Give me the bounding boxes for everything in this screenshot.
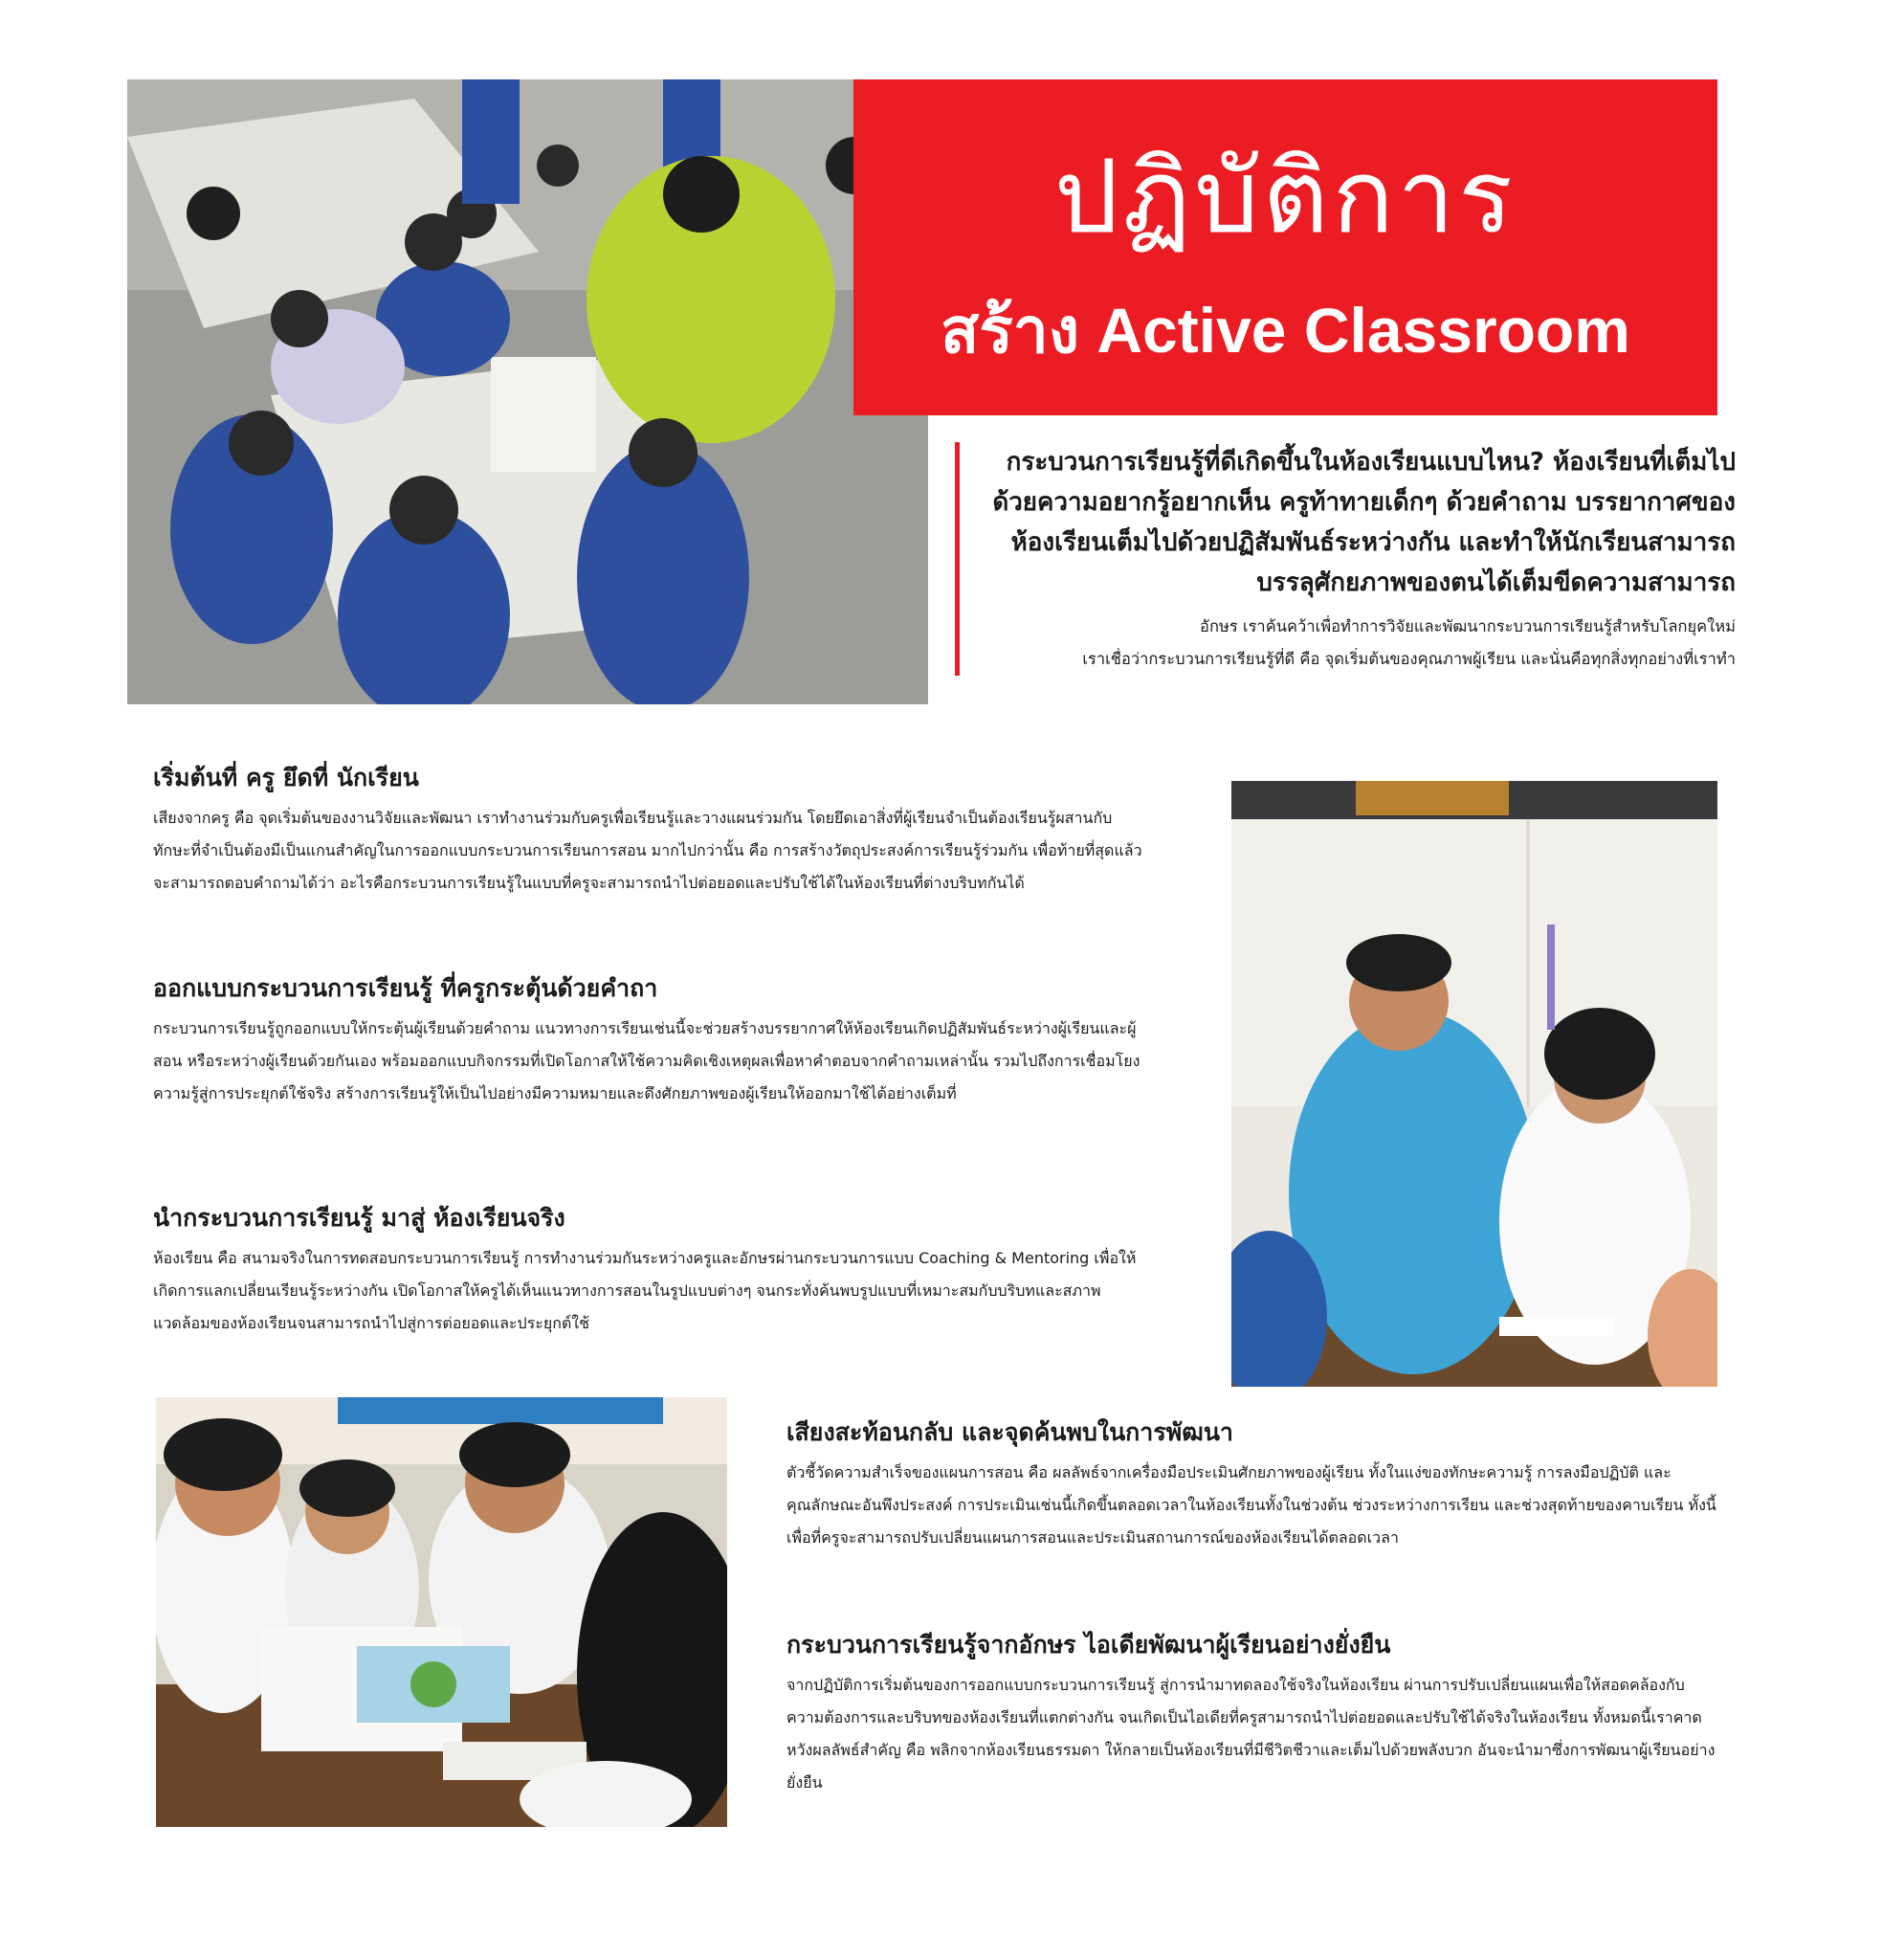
section-body: ตัวชี้วัดความสำเร็จของแผนการสอน คือ ผลลัพธ์จากเครื่องมือประเมินศักยภาพของผู้เรียน ทั้งในแง่ของทักษะความรู้ การลงมือปฏิบัติ และคุณลักษณะอันพึงประสงค์ การประเมินเช่นนี้เกิดขึ้นตลอดเวลาในห้องเรียนทั้งในช่วงต้น ช่วงระหว่างการเรียน และช่วงสุดท้ายของคาบเรียน ทั้งนี้ เพื่อที่ครูจะสามารถปรับเปลี่ยนแผนการสอนและประเมินสถานการณ์ของห้องเรียนได้ตลอดเวลา <box>786 1463 1716 1547</box>
section-body: ห้องเรียน คือ สนามจริงในการทดสอบกระบวนการเรียนรู้ การทำงานร่วมกันระหว่างครูและอักษรผ่านกระบวนการแบบ Coaching & Mentoring เพื่อให้เกิดการแลกเปลี่ยนเรียนรู้ระหว่างกัน เปิดโอกาสให้ครูได้เห็นแนวทางการสอนในรูปแบบต่างๆ จนกระทั่งค้นพบรูปแบบที่เหมาะสมกับบริบทและสภาพแวดล้อมของห้องเรียนจนสามารถนำไปสู่การต่อยอดและประยุกต์ใช้ <box>153 1249 1137 1332</box>
section-sustainable-ideas <box>786 1627 1719 1799</box>
section-body: เสียงจากครู คือ จุดเริ่มต้นของงานวิจัยและพัฒนา เราทำงานร่วมกับครูเพื่อเรียนรู้และวางแผนร่วมกัน โดยยึดเอาสิ่งที่ผู้เรียนจำเป็นต้องเรียนรู้ผสานกับทักษะที่จำเป็นต้องมีเป็นแกนสำคัญในการออกแบบกระบวนการเรียนการสอน มากไปกว่านั้น คือ การสร้างวัตถุประสงค์การเรียนรู้ร่วมกัน เพื่อท้ายที่สุดแล้วจะสามารถตอบคำถามได้ว่า อะไรคือกระบวนการเรียนรู้ในแบบที่ครูจะสามารถนำไปต่อยอดและปรับใช้ได้ในห้องเรียนที่ต่างบริบทกันได้ <box>153 809 1142 892</box>
teacher-student-photo <box>1231 781 1717 1387</box>
section-real-classroom <box>153 1200 1148 1340</box>
section-heading: เริ่มต้นที่ ครู ยึดที่ นักเรียน <box>153 764 419 791</box>
section-body: กระบวนการเรียนรู้ถูกออกแบบให้กระตุ้นผู้เรียนด้วยคำถาม แนวทางการเรียนเช่นนี้จะช่วยสร้างบรรยากาศให้ห้องเรียนเกิดปฏิสัมพันธ์ระหว่างผู้เรียนและผู้สอน หรือระหว่างผู้เรียนด้วยกันเอง พร้อมออกแบบกิจกรรมที่เปิดโอกาสให้ใช้ความคิดเชิงเหตุผลเพื่อหาคำตอบจากคำถามเหล่านั้น รวมไปถึงการเชื่อมโยงความรู้สู่การประยุกต์ใช้จริง สร้างการเรียนรู้ให้เป็นไปอย่างมีความหมายและดึงศักยภาพของผู้เรียนให้ออกมาใช้ได้อย่างเต็มที่ <box>153 1019 1140 1102</box>
page-subtitle: สร้าง Active Classroom <box>941 295 1630 366</box>
section-heading: เสียงสะท้อนกลับ และจุดค้นพบในการพัฒนา <box>786 1418 1233 1446</box>
intro-line: เราเชื่อว่ากระบวนการเรียนรู้ที่ดี คือ จุดเริ่มต้นของคุณภาพผู้เรียน และนั่นคือทุกสิ่งทุกอย่างที่เราทำ <box>1082 650 1736 668</box>
intro-lead: กระบวนการเรียนรู้ที่ดีเกิดขึ้นในห้องเรียนแบบไหน? ห้องเรียนที่เต็มไปด้วยความอยากรู้อยากเห็น ครูท้าทายเด็กๆ ด้วยคำถาม บรรยากาศของห้องเรียนเต็มไปด้วยปฏิสัมพันธ์ระหว่างกัน และทำให้นักเรียนสามารถบรรลุศักยภาพของตนได้เต็มขีดความสามารถ <box>992 448 1736 597</box>
section-feedback <box>786 1414 1719 1554</box>
students-group-photo <box>156 1397 727 1827</box>
intro-line: อักษร เราค้นคว้าเพื่อทำการวิจัยและพัฒนากระบวนการเรียนรู้สำหรับโลกยุคใหม่ <box>1200 617 1736 635</box>
section-start-teacher <box>153 760 1148 900</box>
title-banner <box>853 79 1717 415</box>
section-heading: กระบวนการเรียนรู้จากอักษร ไอเดียพัฒนาผู้เรียนอย่างยั่งยืน <box>786 1631 1391 1659</box>
hero-classroom-photo <box>127 79 928 704</box>
page-title: ปฏิบัติการ <box>1053 138 1517 256</box>
section-heading: นำกระบวนการเรียนรู้ มาสู่ ห้องเรียนจริง <box>153 1204 565 1232</box>
section-design-learning <box>153 970 1148 1110</box>
section-heading: ออกแบบกระบวนการเรียนรู้ ที่ครูกระตุ้นด้วยคำถา <box>153 974 658 1002</box>
intro-block <box>955 442 1736 676</box>
intro-body <box>973 611 1736 676</box>
section-body: จากปฏิบัติการเริ่มต้นของการออกแบบกระบวนการเรียนรู้ สู่การนำมาทดลองใช้จริงในห้องเรียน ผ่านการปรับเปลี่ยนแผนเพื่อให้สอดคล้องกับความต้องการและบริบทของห้องเรียนที่แตกต่างกัน จนเกิดเป็นไอเดียที่ครูสามารถนำไปต่อยอดและปรับใช้ได้จริงในห้องเรียน ทั้งหมดนี้เราคาดหวังผลลัพธ์สำคัญ คือ พลิกจากห้องเรียนธรรมดา ให้กลายเป็นห้องเรียนที่มีชีวิตชีวาและเต็มไปด้วยพลังบวก อันจะนำมาซึ่งการพัฒนาผู้เรียนอย่างยั่งยืน <box>786 1676 1716 1792</box>
